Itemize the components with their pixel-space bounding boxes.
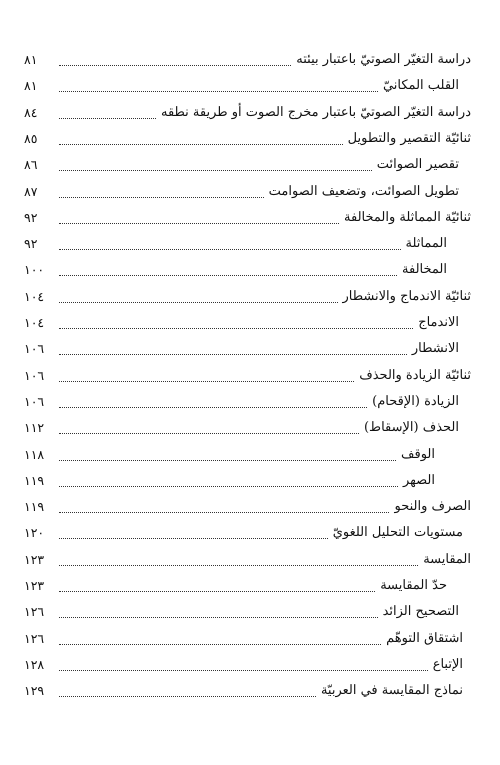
toc-entry-title: ثنائيّة الزيادة والحذف bbox=[359, 367, 471, 383]
toc-entry bbox=[24, 442, 471, 468]
toc-entry bbox=[24, 100, 471, 126]
toc-entry bbox=[24, 47, 471, 73]
dot-leader bbox=[59, 453, 396, 461]
toc-entry-title: تقصير الصوائت bbox=[376, 157, 459, 173]
toc-entry-title: القلب المكانيّ bbox=[382, 78, 459, 94]
toc-entry-page: ١٢٦ bbox=[24, 604, 45, 620]
toc-entry-page: ١١٩ bbox=[24, 499, 45, 515]
toc-entry-title: حدّ المقايسة bbox=[380, 578, 447, 593]
dot-leader bbox=[59, 216, 339, 224]
toc-entry-title: اشتقاق التوهّم bbox=[386, 630, 463, 646]
dot-leader bbox=[59, 610, 378, 618]
toc-entry bbox=[24, 520, 471, 546]
toc-entry-page: ٩٢ bbox=[24, 209, 38, 225]
toc-entry-page: ١٠٦ bbox=[24, 367, 45, 383]
dot-leader bbox=[59, 84, 378, 92]
toc-entry-title: التصحيح الزائد bbox=[382, 604, 459, 620]
toc-entry-title: تطويل الصوائت، وتضعيف الصوامت bbox=[268, 183, 459, 199]
toc-entry bbox=[24, 389, 471, 415]
toc-entry bbox=[24, 336, 471, 362]
toc-entry bbox=[24, 468, 471, 494]
toc-entry bbox=[24, 73, 471, 99]
dot-leader bbox=[59, 584, 375, 592]
dot-leader bbox=[59, 531, 328, 539]
dot-leader bbox=[59, 505, 389, 513]
toc-entry-page: ١٢٣ bbox=[24, 551, 45, 567]
dot-leader bbox=[59, 426, 359, 434]
toc-entry-title: المقايسة bbox=[423, 551, 471, 567]
toc-entry-page: ١٢٣ bbox=[24, 578, 45, 593]
toc-entry-page: ٨٧ bbox=[24, 183, 38, 199]
dot-leader bbox=[59, 58, 291, 66]
toc-entry bbox=[24, 231, 471, 257]
toc-entry bbox=[24, 573, 471, 599]
dot-leader bbox=[59, 163, 372, 171]
toc-entry-title: المماثلة bbox=[405, 236, 447, 252]
toc-entry-title: ثنائيّة الاندماج والانشطار bbox=[342, 288, 471, 304]
dot-leader bbox=[59, 663, 428, 671]
toc-entry bbox=[24, 310, 471, 336]
dot-leader bbox=[59, 242, 401, 250]
toc-entry bbox=[24, 599, 471, 625]
toc-entry bbox=[24, 205, 471, 231]
dot-leader bbox=[59, 637, 381, 645]
toc-entry-page: ١٢٨ bbox=[24, 656, 45, 672]
toc-entry-title: ثنائيّة التقصير والتطويل bbox=[347, 130, 471, 146]
toc-entry bbox=[24, 152, 471, 178]
toc-entry-title: نماذج المقايسة في العربيّة bbox=[320, 683, 463, 699]
dot-leader bbox=[59, 268, 397, 276]
dot-leader bbox=[59, 400, 367, 408]
toc-entry-title: الصرف والنحو bbox=[394, 499, 471, 515]
toc-entry-page: ١٠٤ bbox=[24, 315, 45, 330]
toc-entry bbox=[24, 652, 471, 678]
toc-entry-title: دراسة التغيّر الصوتيّ باعتبار بيئته bbox=[296, 52, 471, 67]
dot-leader bbox=[59, 111, 156, 119]
toc-entry-page: ١٠٦ bbox=[24, 341, 45, 357]
toc-entry-page: ١١٨ bbox=[24, 446, 45, 462]
toc-entry-page: ٨٥ bbox=[24, 130, 38, 146]
toc-entry-title: الصهر bbox=[402, 472, 435, 488]
toc-entry bbox=[24, 678, 471, 704]
toc-entry bbox=[24, 626, 471, 652]
toc-entry-title: المخالفة bbox=[402, 262, 447, 278]
toc-entry-page: ٨٦ bbox=[24, 157, 38, 173]
toc-entry-page: ٨٤ bbox=[24, 104, 38, 120]
dot-leader bbox=[59, 295, 338, 303]
toc-entry-title: دراسة التغيّر الصوتيّ باعتبار مخرج الصوت أو طريقة نطقه bbox=[160, 104, 471, 120]
dot-leader bbox=[59, 558, 418, 566]
toc-entry-title: ثنائيّة المماثلة والمخالفة bbox=[344, 209, 471, 225]
toc-entry-page: ١١٩ bbox=[24, 472, 45, 488]
toc-entry-page: ١٢٦ bbox=[24, 630, 45, 646]
toc-entry bbox=[24, 494, 471, 520]
dot-leader bbox=[59, 479, 398, 487]
toc-entry bbox=[24, 415, 471, 441]
dot-leader bbox=[59, 321, 413, 329]
toc-entry bbox=[24, 126, 471, 152]
toc-entry-title: الزيادة (الإقحام) bbox=[372, 393, 459, 409]
toc-entry-page: ١٢٩ bbox=[24, 683, 45, 699]
toc-entry-page: ٨١ bbox=[24, 78, 38, 94]
toc-entry bbox=[24, 363, 471, 389]
toc-entry-title: الاندماج bbox=[418, 315, 459, 330]
toc-entry-title: الانشطار bbox=[411, 341, 459, 357]
toc-entry-page: ١٠٠ bbox=[24, 262, 45, 278]
toc-entry-page: ١٠٦ bbox=[24, 393, 45, 409]
toc-entry bbox=[24, 257, 471, 283]
toc-entry bbox=[24, 284, 471, 310]
toc-entry-title: الإتباع bbox=[432, 656, 463, 672]
toc-entry-page: ٨١ bbox=[24, 52, 38, 67]
toc-entry-page: ١٢٠ bbox=[24, 525, 45, 541]
dot-leader bbox=[59, 137, 343, 145]
toc-entry-title: مستويات التحليل اللغويّ bbox=[332, 525, 463, 541]
toc-entry bbox=[24, 547, 471, 573]
toc-entry bbox=[24, 179, 471, 205]
toc-entry-page: ٩٢ bbox=[24, 236, 38, 252]
dot-leader bbox=[59, 347, 407, 355]
toc-entry-page: ١١٢ bbox=[24, 420, 45, 436]
dot-leader bbox=[59, 190, 264, 198]
toc-entry-title: الوقف bbox=[401, 446, 435, 462]
dot-leader bbox=[59, 374, 354, 382]
dot-leader bbox=[59, 689, 316, 697]
toc-entry-page: ١٠٤ bbox=[24, 288, 45, 304]
toc-entry-title: الحذف (الإسقاط) bbox=[363, 420, 459, 436]
